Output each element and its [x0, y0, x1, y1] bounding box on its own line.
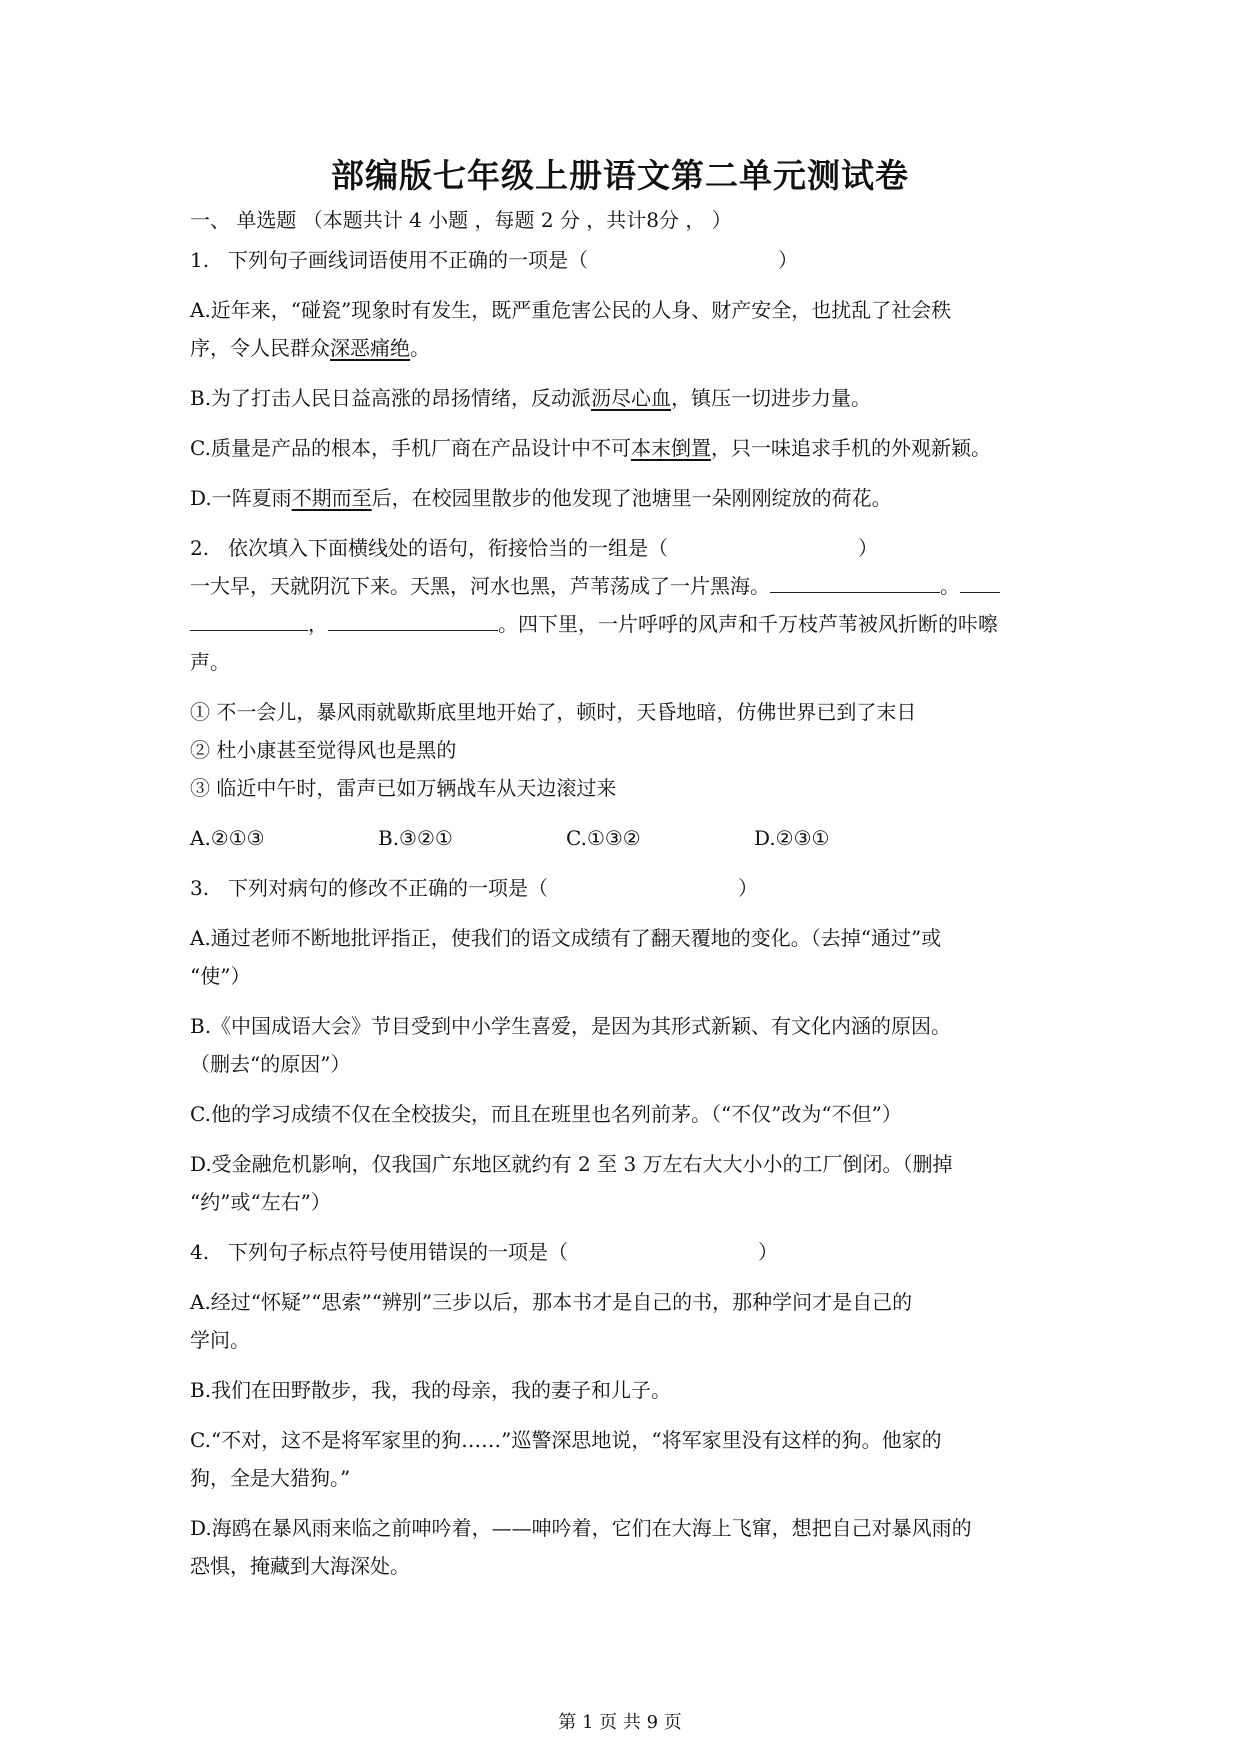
question-number: 2.	[190, 536, 210, 560]
q2-option-a: A.②①③	[190, 826, 265, 850]
q2-option-c: C.①③②	[566, 826, 641, 850]
q2-option-b: B.③②①	[378, 826, 453, 850]
q2-sentence-3: ③ 临近中午时，雷声已如万辆战车从天边滚过来	[190, 776, 617, 800]
question-number: 1.	[190, 248, 210, 272]
q2-passage-line2: ， 。四下里，一片呼呼的风声和千万枝芦苇被风折断的咔嚓	[190, 610, 998, 638]
q4-option-d-line1: D.海鸥在暴风雨来临之前呻吟着，——呻吟着，它们在大海上飞窜，想把自己对暴风雨的	[190, 1516, 972, 1540]
section-heading: 一、 单选题 （本题共计 4 小题 ，每题 2 分 ，共计8分 ， ）	[190, 208, 732, 232]
q2-passage-line1: 一大早，天就阴沉下来。天黑，河水也黑，芦苇荡成了一片黑海。 。	[190, 572, 1000, 600]
q3-option-d-line2: “约”或“左右”）	[190, 1190, 331, 1214]
q1-option-b: B.为了打击人民日益高涨的昂扬情绪，反动派沥尽心血，镇压一切进步力量。	[190, 386, 872, 410]
q3-option-c: C.他的学习成绩不仅在全校拔尖，而且在班里也名列前茅。（“不仅”改为“不但”）	[190, 1102, 902, 1126]
q3-option-d-line1: D.受金融危机影响，仅我国广东地区就约有 2 至 3 万左右大大小小的工厂倒闭。（删掉	[190, 1152, 953, 1176]
underlined-phrase: 沥尽心血	[591, 386, 672, 410]
q1-option-a-line2: 序，令人民群众深恶痛绝。	[190, 336, 430, 360]
fill-blank[interactable]	[328, 610, 498, 631]
q3-option-a-line1: A.通过老师不断地批评指正，使我们的语文成绩有了翻天覆地的变化。（去掉“通过”或	[190, 926, 942, 950]
question-4-stem: 4. 下列句子标点符号使用错误的一项是（ ）	[190, 1240, 778, 1264]
q3-option-a-line2: “使”）	[190, 964, 251, 988]
page-title: 部编版七年级上册语文第二单元测试卷	[331, 156, 909, 195]
underlined-phrase: 本末倒置	[630, 436, 711, 460]
q1-option-a-line1: A.近年来，“碰瓷”现象时有发生，既严重危害公民的人身、财产安全，也扰乱了社会秩	[190, 298, 952, 322]
q3-option-b-line1: B.《中国成语大会》节目受到中小学生喜爱，是因为其形式新颖、有文化内涵的原因。	[190, 1014, 952, 1038]
fill-blank[interactable]	[770, 572, 940, 593]
q3-option-b-line2: （删去“的原因”）	[190, 1052, 351, 1076]
question-number: 4.	[190, 1240, 210, 1264]
q2-passage-line3: 声。	[190, 650, 230, 674]
underlined-phrase: 深恶痛绝	[330, 336, 410, 360]
q4-option-a-line2: 学问。	[190, 1328, 250, 1352]
question-number: 3.	[190, 876, 210, 900]
q4-option-a-line1: A.经过“怀疑”“思索”“辨别”三步以后，那本书才是自己的书，那种学问才是自己的	[190, 1290, 913, 1314]
q2-sentence-1: ① 不一会儿，暴风雨就歇斯底里地开始了，顿时，天昏地暗，仿佛世界已到了末日	[190, 700, 917, 724]
underlined-phrase: 不期而至	[291, 486, 372, 510]
fill-blank[interactable]	[960, 572, 1000, 593]
q2-sentence-2: ② 杜小康甚至觉得风也是黑的	[190, 738, 457, 762]
q1-option-c: C.质量是产品的根本，手机厂商在产品设计中不可本末倒置，只一味追求手机的外观新颖。	[190, 436, 991, 460]
q4-option-b: B.我们在田野散步，我，我的母亲，我的妻子和儿子。	[190, 1378, 672, 1402]
q1-option-d: D.一阵夏雨不期而至后，在校园里散步的他发现了池塘里一朵刚刚绽放的荷花。	[190, 486, 892, 510]
question-2-stem: 2. 依次填入下面横线处的语句，衔接恰当的一组是（ ）	[190, 536, 878, 560]
q4-option-c-line1: C.“不对，这不是将军家里的狗……”巡警深思地说，“将军家里没有这样的狗。他家的	[190, 1428, 942, 1452]
question-3-stem: 3. 下列对病句的修改不正确的一项是（ ）	[190, 876, 758, 900]
question-1-stem: 1. 下列句子画线词语使用不正确的一项是（ ）	[190, 248, 798, 272]
page-footer: 第 1 页 共 9 页	[558, 1712, 682, 1733]
q4-option-d-line2: 恐惧，掩藏到大海深处。	[190, 1554, 410, 1578]
q4-option-c-line2: 狗，全是大猎狗。”	[190, 1466, 351, 1490]
fill-blank[interactable]	[190, 610, 308, 631]
q2-option-d: D.②③①	[754, 826, 830, 850]
